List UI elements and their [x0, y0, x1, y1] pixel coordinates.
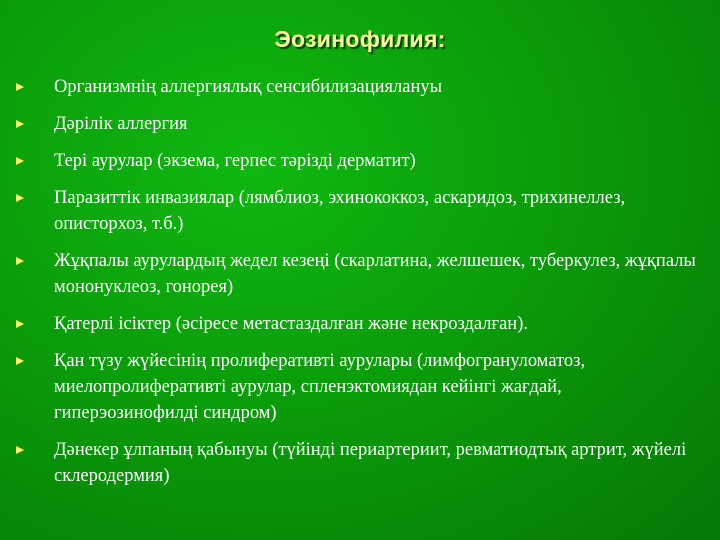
slide-title: Эозинофилия: — [274, 26, 446, 52]
triangle-bullet-icon — [16, 257, 24, 265]
bullet-text: Қатерлі ісіктер (әсіресе метастаздалған және некроздалған). — [54, 314, 528, 334]
bullet-item — [14, 248, 704, 300]
bullet-text: Дәнекер ұлпаның қабынуы (түйінді периартериит, ревматиодтық артрит, жүйелі склеродермия) — [54, 440, 687, 486]
bullet-text: Дәрілік аллергия — [54, 114, 188, 134]
bullet-item — [14, 148, 704, 174]
bullet-item — [14, 74, 704, 100]
bullet-item — [14, 111, 704, 137]
triangle-bullet-icon — [16, 83, 24, 91]
bullet-text: Қан түзу жүйесінің пролиферативті аурулары (лимфогрануломатоз, миелопролиферативті аурулар, спленэктомиядан кейінгі жағдай, гиперэозинофилді синдром) — [54, 351, 586, 423]
bullet-text: Тері аурулар (экзема, герпес тәрізді дерматит) — [54, 151, 416, 171]
bullet-text: Паразиттік инвазиялар (лямблиоз, эхинококкоз, аскаридоз, трихинеллез, описторхоз, т.б.) — [54, 188, 626, 234]
triangle-bullet-icon — [16, 157, 24, 165]
triangle-bullet-icon — [16, 446, 24, 454]
bullet-text: Организмнің аллергиялық сенсибилизациялануы — [54, 77, 443, 97]
triangle-bullet-icon — [16, 357, 24, 365]
triangle-bullet-icon — [16, 194, 24, 202]
triangle-bullet-icon — [16, 320, 24, 328]
bullet-text: Жұқпалы аурулардың жедел кезеңі (скарлатина, желшешек, туберкулез, жұқпалы мононуклеоз, гонорея) — [54, 251, 696, 297]
triangle-bullet-icon — [16, 120, 24, 128]
bullet-item — [14, 348, 704, 426]
bullet-list — [14, 74, 704, 500]
bullet-item — [14, 437, 704, 489]
bullet-item — [14, 311, 704, 337]
bullet-item — [14, 185, 704, 237]
